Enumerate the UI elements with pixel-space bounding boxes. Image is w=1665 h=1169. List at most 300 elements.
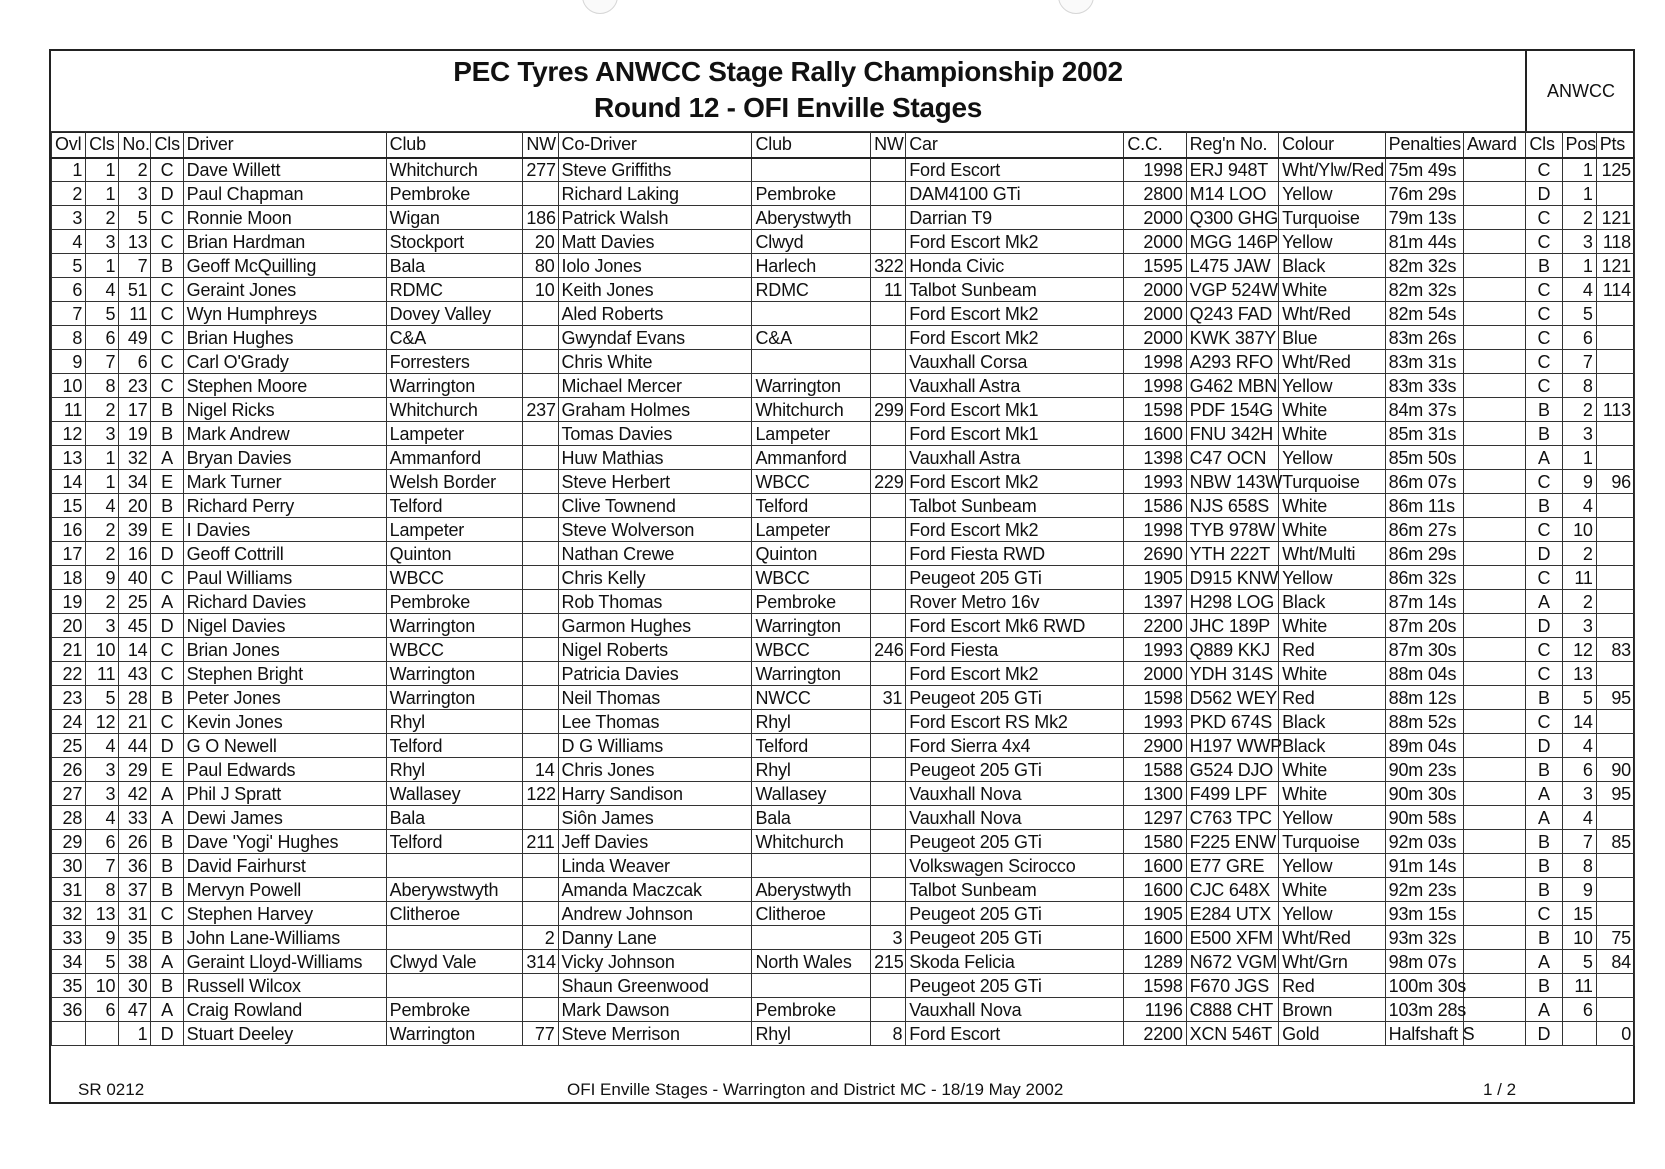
driver-club-cell: Telford [386,734,523,758]
anwcc-cls-cell: D [1526,182,1562,206]
anwcc-pos-cell: 13 [1562,662,1596,686]
reg-cell: YDH 314S [1186,662,1278,686]
co-driver-cell: Richard Laking [558,182,752,206]
driver-nw-cell [523,806,558,830]
table-row [52,446,1635,470]
cc-cell: 1998 [1124,158,1186,182]
ovl-cell: 15 [52,494,86,518]
cc-cell: 1998 [1124,374,1186,398]
anwcc-cls-cell: B [1526,422,1562,446]
driver-cell: Nigel Davies [183,614,386,638]
cls-cell: 8 [86,374,119,398]
co-driver-cell: Harry Sandison [558,782,752,806]
anwcc-cls-cell: C [1526,902,1562,926]
ovl-cell: 26 [52,758,86,782]
co-driver-cell: Michael Mercer [558,374,752,398]
anwcc-cls-cell: C [1526,662,1562,686]
award-cell [1464,542,1526,566]
table-row [52,662,1635,686]
anwcc-pos-cell: 5 [1562,686,1596,710]
class-cell: E [151,758,183,782]
punch-hole-right [1058,0,1094,14]
penalties-cell: 75m 49s [1385,158,1463,182]
award-cell [1464,638,1526,662]
co-driver-nw-cell: 31 [871,686,906,710]
anwcc-pts-cell [1596,422,1634,446]
col-header-driver-nw: NW [523,132,558,158]
award-cell [1464,494,1526,518]
anwcc-pos-cell: 2 [1562,398,1596,422]
anwcc-pts-cell [1596,326,1634,350]
ovl-cell: 30 [52,854,86,878]
col-header-driver: Driver [183,132,386,158]
cls-cell: 5 [86,950,119,974]
car-cell: Ford Escort Mk1 [906,422,1124,446]
anwcc-pts-cell [1596,734,1634,758]
driver-cell: Geoff Cottrill [183,542,386,566]
co-driver-nw-cell [871,494,906,518]
driver-nw-cell [523,326,558,350]
co-driver-cell: Graham Holmes [558,398,752,422]
table-row [52,326,1635,350]
colour-cell: Gold [1279,1022,1386,1046]
class-cell: C [151,638,183,662]
reg-cell: D562 WEY [1186,686,1278,710]
footer-left: SR 0212 [78,1080,145,1099]
penalties-cell: 90m 58s [1385,806,1463,830]
cc-cell: 2690 [1124,542,1186,566]
cls-cell: 2 [86,398,119,422]
driver-club-cell: Rhyl [386,758,523,782]
table-row [52,374,1635,398]
driver-cell: Dave Willett [183,158,386,182]
no-cell: 6 [119,350,151,374]
class-cell: E [151,470,183,494]
penalties-cell: 83m 33s [1385,374,1463,398]
driver-club-cell: Pembroke [386,590,523,614]
no-cell: 47 [119,998,151,1022]
co-driver-nw-cell: 8 [871,1022,906,1046]
driver-nw-cell [523,374,558,398]
co-driver-cell: Aled Roberts [558,302,752,326]
co-driver-club-cell: WBCC [752,638,871,662]
col-header-colour: Colour [1279,132,1386,158]
anwcc-cls-cell: C [1526,158,1562,182]
reg-cell: N672 VGM [1186,950,1278,974]
award-cell [1464,974,1526,998]
driver-cell: Geraint Jones [183,278,386,302]
anwcc-cls-cell: C [1526,566,1562,590]
car-cell: Ford Escort Mk1 [906,398,1124,422]
anwcc-cls-cell: C [1526,278,1562,302]
co-driver-cell: D G Williams [558,734,752,758]
reg-cell: H298 LOG [1186,590,1278,614]
reg-cell: CJC 648X [1186,878,1278,902]
co-driver-cell: Nigel Roberts [558,638,752,662]
car-cell: Ford Escort Mk2 [906,662,1124,686]
no-cell: 38 [119,950,151,974]
driver-nw-cell: 14 [523,758,558,782]
reg-cell: E284 UTX [1186,902,1278,926]
ovl-cell: 31 [52,878,86,902]
co-driver-club-cell: Harlech [752,254,871,278]
anwcc-pos-cell: 1 [1562,158,1596,182]
colour-cell: Turquoise [1279,830,1386,854]
driver-cell: Mervyn Powell [183,878,386,902]
driver-nw-cell [523,422,558,446]
award-cell [1464,950,1526,974]
no-cell: 26 [119,830,151,854]
co-driver-cell: Steve Herbert [558,470,752,494]
anwcc-cls-cell: C [1526,326,1562,350]
anwcc-pos-cell: 1 [1562,182,1596,206]
anwcc-pos-cell: 6 [1562,326,1596,350]
driver-nw-cell [523,542,558,566]
driver-club-cell: Bala [386,806,523,830]
anwcc-cls-cell: B [1526,974,1562,998]
anwcc-pos-cell: 7 [1562,830,1596,854]
cls-cell: 2 [86,206,119,230]
table-row [52,1022,1635,1046]
colour-cell: Yellow [1279,182,1386,206]
colour-cell: Yellow [1279,446,1386,470]
colour-cell: Yellow [1279,230,1386,254]
table-row [52,878,1635,902]
car-cell: Vauxhall Astra [906,446,1124,470]
co-driver-cell: Garmon Hughes [558,614,752,638]
title-block [51,51,1527,131]
award-cell [1464,302,1526,326]
colour-cell: Yellow [1279,902,1386,926]
anwcc-pos-cell: 2 [1562,206,1596,230]
no-cell: 13 [119,230,151,254]
penalties-cell: 98m 07s [1385,950,1463,974]
no-cell: 51 [119,278,151,302]
car-cell: Vauxhall Astra [906,374,1124,398]
co-driver-club-cell: Quinton [752,542,871,566]
ovl-cell: 18 [52,566,86,590]
penalties-cell: 83m 26s [1385,326,1463,350]
penalties-cell: 76m 29s [1385,182,1463,206]
penalties-cell: 87m 30s [1385,638,1463,662]
table-row [52,758,1635,782]
class-cell: D [151,182,183,206]
anwcc-pts-cell [1596,494,1634,518]
anwcc-pos-cell: 1 [1562,254,1596,278]
car-cell: Peugeot 205 GTi [906,926,1124,950]
colour-cell: White [1279,494,1386,518]
results-sheet [49,49,1635,1104]
driver-club-cell: Pembroke [386,182,523,206]
ovl-cell: 24 [52,710,86,734]
award-cell [1464,830,1526,854]
driver-club-cell [386,974,523,998]
car-cell: Ford Escort Mk2 [906,518,1124,542]
cls-cell: 4 [86,734,119,758]
cc-cell: 1993 [1124,638,1186,662]
no-cell: 16 [119,542,151,566]
ovl-cell: 19 [52,590,86,614]
colour-cell: Yellow [1279,806,1386,830]
penalties-cell: 86m 32s [1385,566,1463,590]
table-row [52,182,1635,206]
col-header-ovl: Ovl [52,132,86,158]
penalties-cell: 100m 30s [1385,974,1463,998]
no-cell: 35 [119,926,151,950]
cls-cell: 13 [86,902,119,926]
colour-cell: Red [1279,638,1386,662]
driver-club-cell: WBCC [386,566,523,590]
award-cell [1464,758,1526,782]
cc-cell: 1397 [1124,590,1186,614]
co-driver-club-cell [752,350,871,374]
col-header-car: Car [906,132,1124,158]
table-row [52,302,1635,326]
cc-cell: 2000 [1124,326,1186,350]
driver-nw-cell: 77 [523,1022,558,1046]
no-cell: 40 [119,566,151,590]
no-cell: 17 [119,398,151,422]
co-driver-club-cell [752,974,871,998]
colour-cell: Turquoise [1279,470,1386,494]
reg-cell: F225 ENW [1186,830,1278,854]
ovl-cell: 22 [52,662,86,686]
class-cell: B [151,830,183,854]
no-cell: 37 [119,878,151,902]
col-header-driver-club: Club [386,132,523,158]
no-cell: 28 [119,686,151,710]
driver-nw-cell [523,350,558,374]
car-cell: Ford Sierra 4x4 [906,734,1124,758]
car-cell: Talbot Sunbeam [906,494,1124,518]
table-row [52,974,1635,998]
footer-right: 1 / 2 [1483,1080,1517,1099]
class-cell: B [151,878,183,902]
car-cell: Peugeot 205 GTi [906,902,1124,926]
co-driver-club-cell: Pembroke [752,590,871,614]
car-cell: Ford Escort Mk2 [906,326,1124,350]
co-driver-nw-cell: 215 [871,950,906,974]
colour-cell: White [1279,614,1386,638]
anwcc-cls-cell: D [1526,734,1562,758]
anwcc-cls-cell: B [1526,686,1562,710]
co-driver-club-cell: WBCC [752,470,871,494]
class-cell: B [151,686,183,710]
driver-club-cell: Wallasey [386,782,523,806]
reg-cell: L475 JAW [1186,254,1278,278]
driver-cell: Richard Davies [183,590,386,614]
class-cell: A [151,806,183,830]
driver-nw-cell [523,974,558,998]
co-driver-cell: Keith Jones [558,278,752,302]
car-cell: Skoda Felicia [906,950,1124,974]
colour-cell: Wht/Red [1279,350,1386,374]
co-driver-nw-cell [871,878,906,902]
no-cell: 43 [119,662,151,686]
anwcc-pts-cell: 84 [1596,950,1634,974]
co-driver-nw-cell [871,566,906,590]
ovl-cell: 27 [52,782,86,806]
award-cell [1464,878,1526,902]
co-driver-nw-cell [871,350,906,374]
cc-cell: 2000 [1124,662,1186,686]
anwcc-cls-cell: C [1526,518,1562,542]
driver-nw-cell: 80 [523,254,558,278]
col-header-reg: Reg'n No. [1186,132,1278,158]
table-row [52,590,1635,614]
anwcc-pos-cell: 10 [1562,926,1596,950]
cc-cell: 1600 [1124,878,1186,902]
co-driver-club-cell: Pembroke [752,182,871,206]
co-driver-nw-cell [871,734,906,758]
anwcc-pts-cell [1596,350,1634,374]
penalties-cell: 82m 32s [1385,254,1463,278]
ovl-cell: 5 [52,254,86,278]
cc-cell: 2900 [1124,734,1186,758]
reg-cell: D915 KNW [1186,566,1278,590]
driver-cell: Geoff McQuilling [183,254,386,278]
award-cell [1464,782,1526,806]
ovl-cell: 34 [52,950,86,974]
driver-nw-cell [523,854,558,878]
col-header-cc: C.C. [1124,132,1186,158]
ovl-cell [52,1022,86,1046]
anwcc-pts-cell [1596,878,1634,902]
class-cell: C [151,902,183,926]
cls-cell: 10 [86,638,119,662]
car-cell: Peugeot 205 GTi [906,566,1124,590]
cc-cell: 1993 [1124,710,1186,734]
cls-cell: 5 [86,686,119,710]
award-cell [1464,710,1526,734]
car-cell: Peugeot 205 GTi [906,830,1124,854]
ovl-cell: 32 [52,902,86,926]
cc-cell: 1600 [1124,854,1186,878]
co-driver-club-cell: Telford [752,494,871,518]
ovl-cell: 9 [52,350,86,374]
col-header-co-driver: Co-Driver [558,132,752,158]
ovl-cell: 14 [52,470,86,494]
driver-cell: Stephen Bright [183,662,386,686]
ovl-cell: 21 [52,638,86,662]
co-driver-cell: Steve Griffiths [558,158,752,182]
cc-cell: 1289 [1124,950,1186,974]
driver-club-cell: Lampeter [386,422,523,446]
co-driver-nw-cell [871,974,906,998]
driver-cell: Mark Andrew [183,422,386,446]
anwcc-pos-cell: 5 [1562,302,1596,326]
table-row [52,158,1635,182]
cls-cell: 3 [86,758,119,782]
reg-cell: FNU 342H [1186,422,1278,446]
no-cell: 14 [119,638,151,662]
ovl-cell: 33 [52,926,86,950]
anwcc-cls-cell: B [1526,878,1562,902]
driver-club-cell: Lampeter [386,518,523,542]
co-driver-cell: Patrick Walsh [558,206,752,230]
anwcc-cls-cell: B [1526,254,1562,278]
driver-club-cell: Welsh Border [386,470,523,494]
cc-cell: 1998 [1124,518,1186,542]
reg-cell: G462 MBN [1186,374,1278,398]
co-driver-club-cell: Clitheroe [752,902,871,926]
award-cell [1464,326,1526,350]
anwcc-pts-cell [1596,182,1634,206]
colour-cell: Brown [1279,998,1386,1022]
driver-club-cell: Stockport [386,230,523,254]
reg-cell: MGG 146P [1186,230,1278,254]
award-cell [1464,518,1526,542]
co-driver-nw-cell: 322 [871,254,906,278]
co-driver-nw-cell [871,326,906,350]
penalties-cell: 87m 20s [1385,614,1463,638]
anwcc-pos-cell: 12 [1562,638,1596,662]
driver-nw-cell [523,566,558,590]
car-cell: Ford Escort [906,158,1124,182]
reg-cell: Q889 KKJ [1186,638,1278,662]
driver-cell: Phil J Spratt [183,782,386,806]
penalties-cell: 87m 14s [1385,590,1463,614]
anwcc-pts-cell [1596,446,1634,470]
colour-cell: White [1279,782,1386,806]
colour-cell: Black [1279,710,1386,734]
cls-cell: 4 [86,806,119,830]
car-cell: Vauxhall Nova [906,782,1124,806]
no-cell: 39 [119,518,151,542]
penalties-cell: 103m 28s [1385,998,1463,1022]
anwcc-pos-cell: 2 [1562,542,1596,566]
anwcc-cls-cell: B [1526,494,1562,518]
anwcc-pos-cell: 3 [1562,614,1596,638]
anwcc-cls-cell: A [1526,590,1562,614]
award-cell [1464,254,1526,278]
driver-cell: Richard Perry [183,494,386,518]
reg-cell: E500 XFM [1186,926,1278,950]
co-driver-cell: Clive Townend [558,494,752,518]
driver-nw-cell [523,494,558,518]
penalties-cell: 85m 31s [1385,422,1463,446]
car-cell: Vauxhall Nova [906,998,1124,1022]
reg-cell: G524 DJO [1186,758,1278,782]
driver-nw-cell [523,734,558,758]
penalties-cell: 82m 54s [1385,302,1463,326]
col-header-penalties: Penalties [1385,132,1463,158]
driver-cell: Stephen Harvey [183,902,386,926]
co-driver-cell: Vicky Johnson [558,950,752,974]
colour-cell: Yellow [1279,566,1386,590]
colour-cell: Red [1279,974,1386,998]
co-driver-club-cell: Pembroke [752,998,871,1022]
driver-cell: Paul Chapman [183,182,386,206]
colour-cell: White [1279,662,1386,686]
driver-club-cell: C&A [386,326,523,350]
car-cell: Darrian T9 [906,206,1124,230]
anwcc-cls-cell: A [1526,782,1562,806]
driver-cell: Paul Williams [183,566,386,590]
colour-cell: White [1279,518,1386,542]
anwcc-pos-cell [1562,1022,1596,1046]
co-driver-nw-cell [871,782,906,806]
driver-club-cell [386,926,523,950]
anwcc-cls-cell: C [1526,710,1562,734]
class-cell: A [151,950,183,974]
colour-cell: Wht/Ylw/Red [1279,158,1386,182]
driver-cell: I Davies [183,518,386,542]
table-row [52,206,1635,230]
award-cell [1464,902,1526,926]
driver-club-cell: Whitchurch [386,158,523,182]
ovl-cell: 23 [52,686,86,710]
